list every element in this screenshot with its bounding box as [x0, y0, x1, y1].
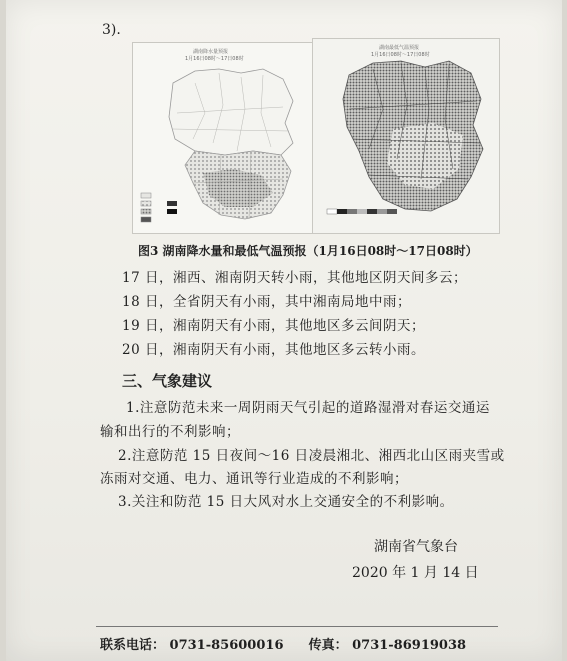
document-page: [6, 0, 562, 661]
fax-number: 0731-86919038: [352, 638, 467, 653]
issue-date: 2020 年 1 月 14 日: [352, 565, 479, 581]
figure-caption: 图3 湖南降水量和最低气温预报（1月16日08时～17日08时）: [138, 244, 478, 258]
advice-line: 输和出行的不利影响；: [100, 424, 240, 440]
phone-label: 联系电话：: [100, 638, 166, 653]
section-title: 三、气象建议: [122, 372, 213, 390]
precipitation-map-subtitle: 1月16日08时～17日08时: [185, 56, 244, 62]
forecast-line: 20 日，湘南阴天有小雨，其他地区多云转小雨。: [122, 342, 425, 358]
forecast-line: 17 日，湘西、湘南阴天转小雨，其他地区阴天间多云；: [122, 270, 467, 286]
advice-line: 1.注意防范未来一周阴雨天气引起的道路湿滑对春运交通运: [126, 400, 490, 416]
advice-line: 2.注意防范 15 日夜间～16 日凌晨湘北、湘西北山区雨夹雪或: [118, 448, 505, 464]
forecast-line: 18 日，全省阴天有小雨，其中湘南局地中雨；: [122, 294, 411, 310]
footer-divider: [96, 626, 498, 627]
temperature-map-subtitle: 1月16日08时～17日08时: [371, 52, 430, 58]
temperature-map: [312, 38, 500, 234]
precipitation-map-graphic: [133, 43, 315, 233]
issuing-organization: 湖南省气象台: [374, 539, 458, 555]
temperature-map-graphic: [313, 39, 499, 233]
phone-number: 0731-85600016: [169, 638, 284, 653]
footer-contact: [100, 634, 466, 653]
precipitation-map-title: 湖南降水量预报: [193, 49, 229, 55]
precipitation-map: [132, 42, 316, 234]
advice-line: 3.关注和防范 15 日大风对水上交通安全的不利影响。: [118, 494, 454, 510]
advice-line: 冻雨对交通、电力、通讯等行业造成的不利影响；: [100, 471, 408, 487]
forecast-line: 19 日，湘南阴天有小雨，其他地区多云间阴天；: [122, 318, 425, 334]
top-fragment: 3).: [102, 22, 121, 38]
fax-label: 传真：: [308, 638, 348, 653]
temperature-map-title: 湖南最低气温预报: [379, 45, 420, 51]
